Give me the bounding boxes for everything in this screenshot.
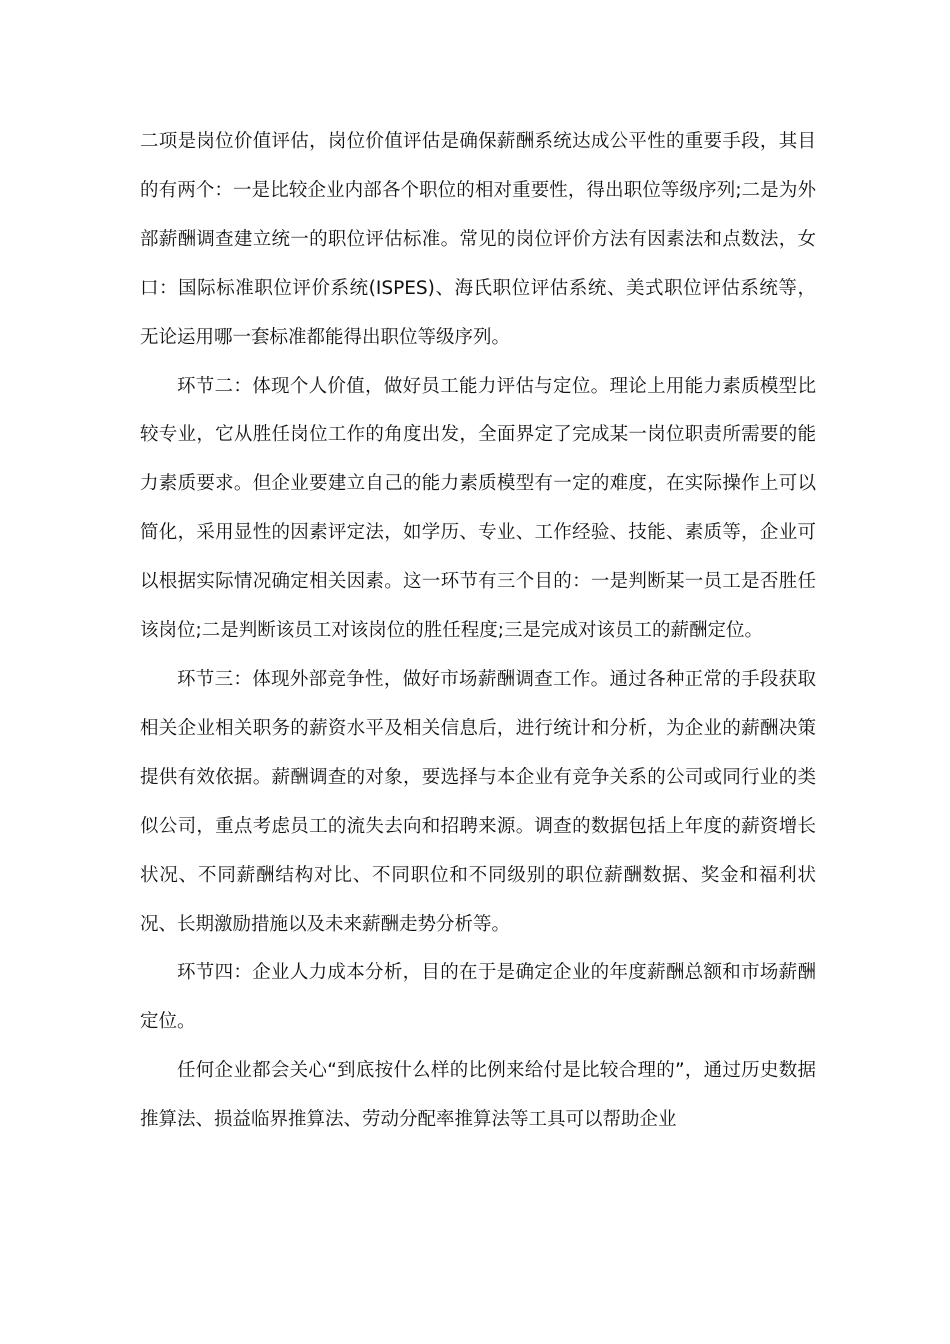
document-body (140, 118, 816, 1145)
paragraph-job-evaluation: 二项是岗位价值评估，岗位价值评估是确保薪酬系统达成公平性的重要手段，其目的有两个：一是比较企业内部各个职位的相对重要性，得出职位等级序列;二是为外部薪酬调查建立统一的职位评估标准。常见的岗位评价方法有因素法和点数法，女口：国际标准职位评价系统(ISPES)、海氏职位评估系统、美式职位评估系统等，无论运用哪一套标准都能得出职位等级序列。 (140, 131, 816, 348)
paragraph-step-four: 环节四：企业人力成本分析，目的在于是确定企业的年度薪酬总额和市场薪酬定位。 (140, 962, 816, 1033)
paragraph-step-three: 环节三：体现外部竞争性，做好市场薪酬调查工作。通过各种正常的手段获取相关企业相关职务的薪资水平及相关信息后，进行统计和分析，为企业的薪酬决策提供有效依据。薪酬调查的对象，要选择与本企业有竞争关系的公司或同行业的类似公司，重点考虑员工的流失去向和招聘来源。调查的数据包括上年度的薪资增长状况、不同薪酬结构对比、不同职位和不同级别的职位薪酬数据、奖金和福利状况、长期激励措施以及未来薪酬走势分析等。 (140, 668, 816, 935)
paragraph-payment-ratio: 任何企业都会关心“到底按什么样的比例来给付是比较合理的”，通过历史数据推算法、损益临界推算法、劳动分配率推算法等工具可以帮助企业 (140, 1060, 816, 1131)
paragraph-step-two: 环节二：体现个人价值，做好员工能力评估与定位。理论上用能力素质模型比较专业，它从胜任岗位工作的角度出发，全面界定了完成某一岗位职责所需要的能力素质要求。但企业要建立自己的能力素质模型有一定的难度，在实际操作上可以简化，采用显性的因素评定法，如学历、专业、工作经验、技能、素质等，企业可以根据实际情况确定相关因素。这一环节有三个目的：一是判断某一员工是否胜任该岗位;二是判断该员工对该岗位的胜任程度;三是完成对该员工的薪酬定位。 (140, 375, 816, 642)
